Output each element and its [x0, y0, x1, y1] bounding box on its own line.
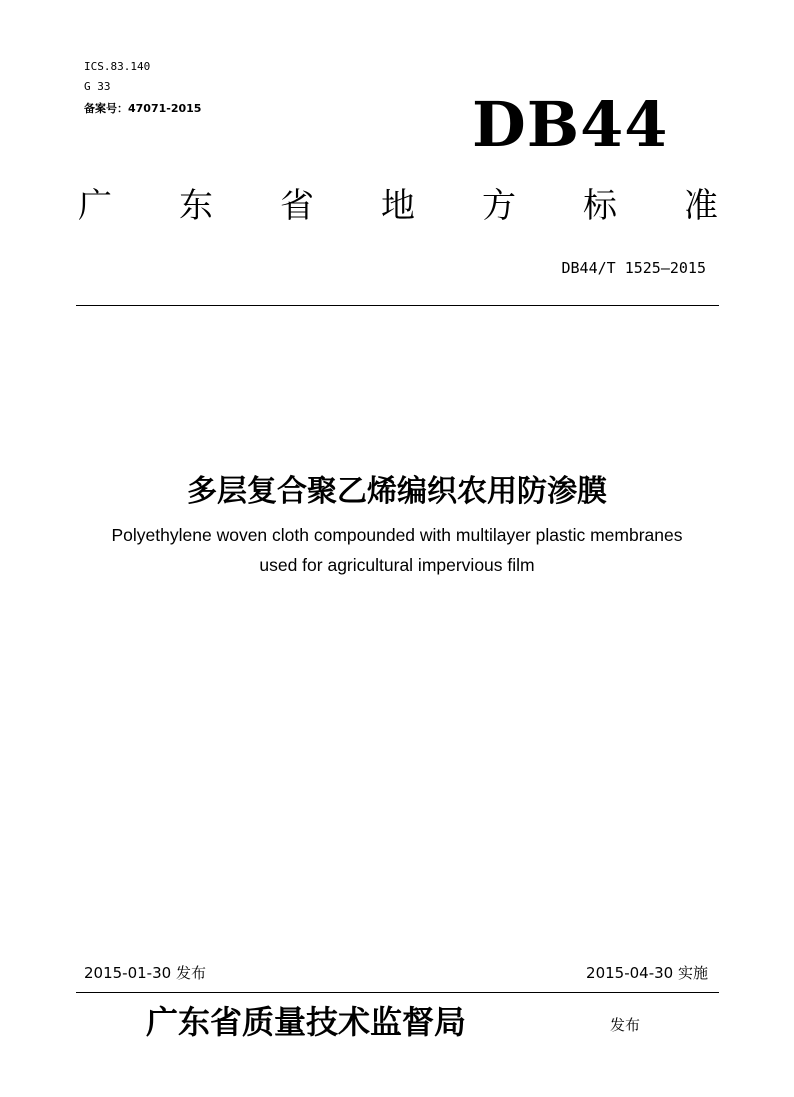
standard-code-logo: DB44 [472, 88, 669, 161]
standard-type-char: 准 [684, 186, 718, 226]
ccs-code: G 33 [84, 80, 111, 93]
implement-date: 2015-04-30 实施 [586, 964, 708, 982]
title-chinese: 多层复合聚乙烯编织农用防渗膜 [187, 474, 607, 509]
standard-type-char: 标 [583, 186, 617, 226]
top-divider [76, 305, 719, 306]
issue-label: 发布 [610, 1016, 641, 1034]
standard-type-heading [78, 186, 718, 226]
standard-type-char: 省 [280, 186, 314, 226]
issuer-name: 广东省质量技术监督局 [146, 1003, 467, 1041]
standard-number: DB44/T 1525—2015 [561, 259, 706, 277]
filing-number: 备案号：47071-2015 [84, 102, 202, 115]
title-english-line2: used for agricultural impervious film [259, 555, 535, 575]
standard-type-char: 地 [381, 186, 415, 226]
bottom-divider [76, 992, 719, 993]
standard-type-char: 东 [179, 186, 213, 226]
standard-type-char: 方 [482, 186, 516, 226]
ics-code: ICS.83.140 [84, 60, 151, 73]
publish-date: 2015-01-30 发布 [84, 964, 206, 982]
standard-type-char: 广 [78, 186, 112, 226]
title-english-line1: Polyethylene woven cloth compounded with multilayer plastic membranes [111, 525, 683, 545]
